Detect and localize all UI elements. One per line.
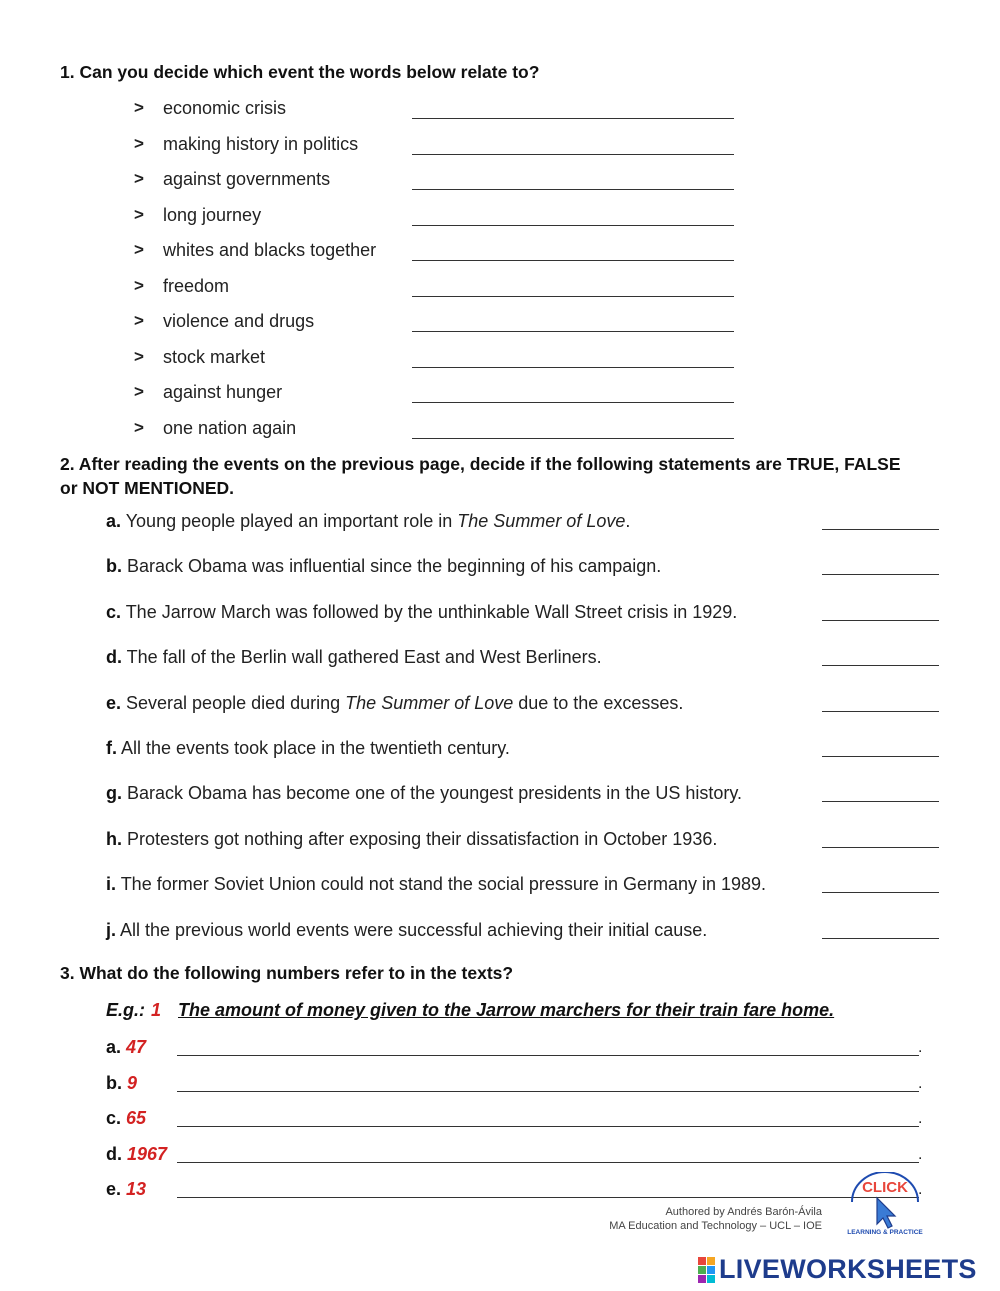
click-logo-subtext: LEARNING & PRACTICE (847, 1229, 923, 1236)
list-item (0, 416, 1000, 442)
statement-text: All the events took place in the twentieth century. (117, 738, 510, 758)
answer-blank[interactable] (412, 118, 734, 119)
keyword-label: whites and blacks together (163, 240, 377, 260)
statement-text: All the previous world events were successful achieving their initial cause. (116, 919, 708, 940)
arrow-icon: > (134, 169, 144, 188)
statement-text: Several people died during (121, 692, 346, 713)
logo-cell (707, 1257, 715, 1265)
logo-cell (698, 1257, 706, 1265)
list-item (0, 167, 1000, 193)
arrow-icon: > (134, 240, 144, 259)
number-letter: d. (106, 1143, 122, 1164)
true-false-blank[interactable] (822, 892, 939, 893)
arrow-icon: > (134, 346, 144, 366)
statement-letter: a. (106, 511, 122, 531)
true-false-blank[interactable] (822, 801, 939, 802)
list-item (0, 380, 1000, 406)
example-row (106, 998, 835, 1022)
answer-blank[interactable] (412, 225, 734, 226)
keyword-label: economic crisis (163, 98, 287, 118)
list-item (0, 203, 1000, 229)
answer-line[interactable] (177, 1126, 919, 1127)
true-false-blank[interactable] (822, 529, 939, 530)
number-letter: c. (106, 1108, 122, 1128)
statement-row (106, 736, 510, 760)
number-row (106, 1106, 146, 1130)
statement-italic: The Summer of Love (345, 692, 514, 713)
author-line: Authored by Andrés Barón-Ávila (665, 1206, 822, 1218)
statement-letter: g. (106, 783, 122, 804)
true-false-blank[interactable] (822, 574, 939, 575)
logo-cell (707, 1266, 715, 1274)
line-period: . (918, 1039, 923, 1056)
example-label: E.g.: (106, 1000, 145, 1020)
statement-row (106, 600, 737, 624)
question-1-title: 1. Can you decide which event the words below relate to? (60, 62, 540, 82)
statement-text: Protesters got nothing after exposing their dissatisfaction in October 1936. (122, 828, 718, 849)
list-item (0, 309, 1000, 335)
number-letter: e. (106, 1179, 122, 1199)
arrow-icon: > (134, 382, 144, 401)
answer-line[interactable] (177, 1055, 919, 1056)
question-2-title-line1: 2. After reading the events on the previous page, decide if the following statements are TRUE, FALSE (60, 454, 901, 474)
logo-cell (707, 1275, 715, 1283)
statement-letter: f. (106, 738, 117, 758)
keyword-label: against governments (163, 169, 331, 189)
arrow-icon: > (134, 417, 144, 437)
example-number: 1 (151, 1000, 162, 1020)
statement-letter: c. (106, 601, 122, 622)
statement-row (106, 872, 766, 896)
author-credit (609, 1205, 822, 1233)
answer-blank[interactable] (412, 296, 734, 297)
statement-text: Barack Obama has become one of the youngest presidents in the US history. (122, 783, 743, 804)
keyword-label: violence and drugs (163, 311, 315, 331)
arrow-icon: > (134, 133, 144, 153)
keyword-label: against hunger (163, 382, 283, 402)
number-value: 9 (127, 1072, 138, 1093)
statement-letter: e. (106, 692, 122, 713)
answer-line[interactable] (177, 1162, 919, 1163)
list-item (0, 238, 1000, 264)
logo-cell (698, 1275, 706, 1283)
answer-blank[interactable] (412, 154, 734, 155)
click-logo-text: CLICK (862, 1179, 908, 1196)
statement-row (106, 691, 683, 715)
arrow-icon: > (134, 275, 144, 295)
answer-blank[interactable] (412, 402, 734, 403)
number-row (106, 1142, 167, 1166)
arrow-icon: > (134, 204, 144, 224)
number-value: 13 (126, 1179, 147, 1199)
statement-letter: i. (106, 874, 117, 895)
statement-text: The Jarrow March was followed by the unthinkable Wall Street crisis in 1929. (121, 601, 738, 622)
statement-row (106, 918, 707, 942)
logo-cell (698, 1266, 706, 1274)
answer-line[interactable] (177, 1091, 919, 1092)
statement-row (106, 781, 742, 805)
answer-line[interactable] (177, 1197, 919, 1198)
number-letter: b. (106, 1072, 122, 1093)
list-item (0, 274, 1000, 300)
statement-row (106, 645, 602, 669)
statement-text: Barack Obama was influential since the beginning of his campaign. (122, 556, 662, 577)
list-item (0, 345, 1000, 371)
example-answer: The amount of money given to the Jarrow marchers for their train fare home. (178, 1000, 835, 1020)
statement-text-end: due to the excesses. (513, 692, 684, 713)
question-3-title: 3. What do the following numbers refer to in the texts? (60, 963, 514, 983)
liveworksheets-brand[interactable] (698, 1254, 977, 1285)
statement-row (106, 827, 717, 851)
arrow-icon: > (134, 311, 144, 330)
statement-italic: The Summer of Love (457, 511, 626, 531)
question-2-title-line2: or NOT MENTIONED. (60, 478, 235, 498)
answer-blank[interactable] (412, 367, 734, 368)
keyword-label: stock market (163, 346, 266, 367)
line-period: . (918, 1145, 923, 1163)
number-row (106, 1035, 146, 1059)
arrow-icon: > (134, 98, 144, 117)
number-row (106, 1071, 137, 1095)
answer-blank[interactable] (412, 260, 734, 261)
true-false-blank[interactable] (822, 847, 939, 848)
click-learning-logo (842, 1172, 928, 1236)
keyword-label: making history in politics (163, 133, 359, 154)
number-value: 1967 (127, 1143, 168, 1164)
statement-row (106, 509, 630, 533)
number-letter: a. (106, 1037, 122, 1057)
answer-blank[interactable] (412, 331, 734, 332)
statement-text-end: . (625, 511, 631, 531)
true-false-blank[interactable] (822, 665, 939, 666)
statement-letter: h. (106, 828, 122, 849)
line-period: . (918, 1181, 923, 1198)
statement-text: The former Soviet Union could not stand the social pressure in Germany in 1989. (116, 874, 767, 895)
statement-row (106, 554, 661, 578)
answer-blank[interactable] (412, 438, 734, 439)
statement-text: The fall of the Berlin wall gathered East and West Berliners. (122, 647, 602, 668)
number-value: 47 (126, 1037, 147, 1057)
list-item (0, 132, 1000, 158)
true-false-blank[interactable] (822, 620, 939, 621)
true-false-blank[interactable] (822, 938, 939, 939)
true-false-blank[interactable] (822, 711, 939, 712)
true-false-blank[interactable] (822, 756, 939, 757)
statement-letter: d. (106, 647, 122, 668)
line-period: . (918, 1110, 923, 1127)
keyword-label: long journey (163, 204, 262, 225)
line-period: . (918, 1074, 923, 1092)
liveworksheets-logo-icon (698, 1257, 715, 1283)
liveworksheets-wordmark: LIVEWORKSHEETS (719, 1254, 977, 1284)
list-item (0, 96, 1000, 122)
program-line: MA Education and Technology – UCL – IOE (609, 1220, 822, 1232)
statement-letter: j. (106, 919, 117, 940)
statement-letter: b. (106, 556, 122, 577)
keyword-label: one nation again (163, 417, 297, 438)
cursor-arrow-icon (877, 1198, 895, 1228)
number-row (106, 1177, 146, 1201)
number-value: 65 (126, 1108, 147, 1128)
keyword-label: freedom (163, 275, 230, 296)
answer-blank[interactable] (412, 189, 734, 190)
statement-text: Young people played an important role in (121, 511, 458, 531)
